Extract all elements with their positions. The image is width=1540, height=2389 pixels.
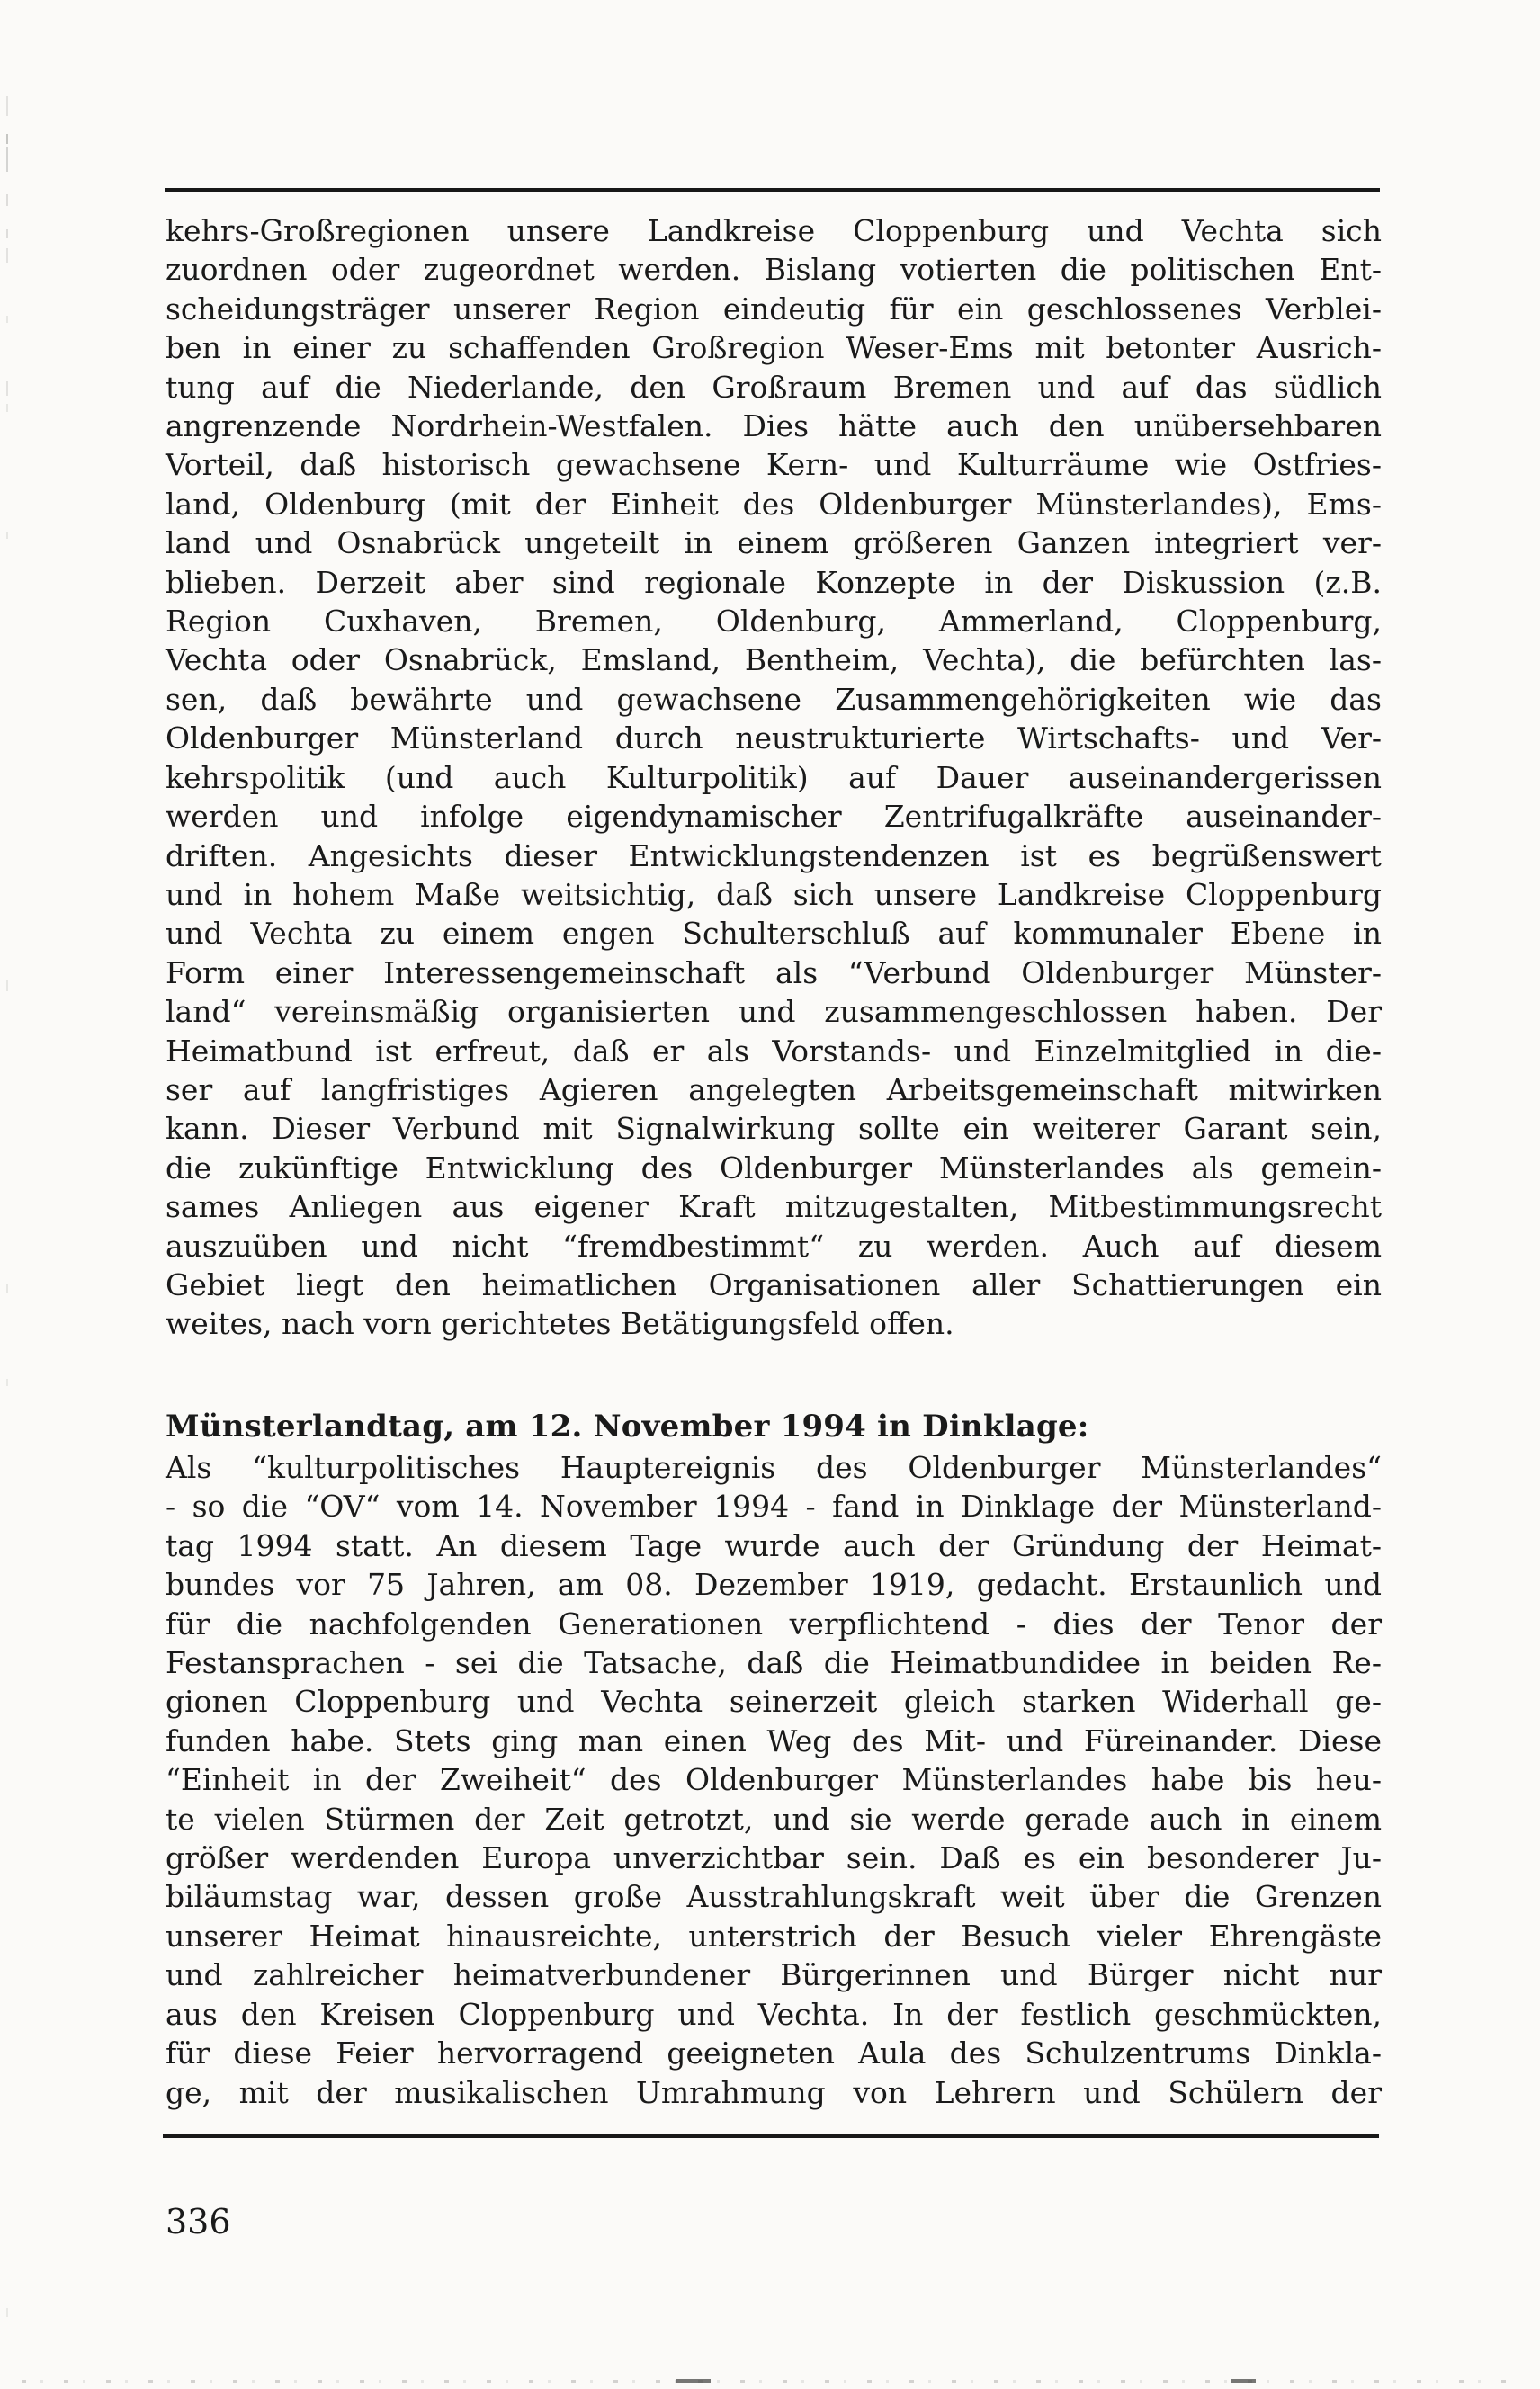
text-line: Form einer Interessengemeinschaft als “Verbund Oldenburger Münster-: [166, 954, 1382, 990]
text-line: kehrspolitik (und auch Kulturpolitik) auf Dauer auseinandergerissen: [166, 759, 1382, 795]
text-line: sen, daß bewährte und gewachsene Zusammengehörigkeiten wie das: [166, 681, 1382, 717]
text-line: und zahlreicher heimatverbundener Bürgerinnen und Bürger nicht nur: [166, 1957, 1382, 1993]
scan-speck: [6, 316, 8, 323]
text-line: biläumstag war, dessen große Ausstrahlungskraft weit über die Grenzen: [166, 1879, 1382, 1915]
text-line: gionen Cloppenburg und Vechta seinerzeit gleich starken Widerhall ge-: [166, 1684, 1382, 1720]
text-line: aus den Kreisen Cloppenburg und Vechta. In der festlich geschmückten,: [166, 1996, 1382, 2032]
text-line: Gebiet liegt den heimatlichen Organisationen aller Schattierungen ein: [166, 1266, 1382, 1302]
text-line: ser auf langfristiges Agieren angelegten Arbeitsgemeinschaft mitwirken: [166, 1071, 1382, 1107]
paragraph-block-2: [166, 1448, 1382, 2112]
scan-bottom-dash: [676, 2379, 711, 2383]
text-line: Oldenburger Münsterland durch neustrukturierte Wirtschafts- und Ver-: [166, 720, 1382, 756]
text-line: Vechta oder Osnabrück, Emsland, Bentheim, Vechta), die befürchten las-: [166, 642, 1382, 678]
text-line: land, Oldenburg (mit der Einheit des Oldenburger Münsterlandes), Ems-: [166, 486, 1382, 522]
text-line: - so die “OV“ vom 14. November 1994 - fand in Dinklage der Münsterland-: [166, 1489, 1382, 1525]
scan-speck: [6, 1379, 8, 1386]
text-line: land und Osnabrück ungeteilt in einem größeren Ganzen integriert ver-: [166, 525, 1382, 561]
text-line: auszuüben und nicht “fremdbestimmt“ zu werden. Auch auf diesem: [166, 1228, 1382, 1264]
scan-speck: [6, 532, 8, 539]
text-line: Heimatbund ist erfreut, daß er als Vorstands- und Einzelmitglied in die-: [166, 1033, 1382, 1069]
text-line: sames Anliegen aus eigener Kraft mitzugestalten, Mitbestimmungsrecht: [166, 1189, 1382, 1225]
text-line: scheidungsträger unserer Region eindeutig für ein geschlossenes Verblei-: [166, 291, 1382, 327]
text-line: werden und infolge eigendynamischer Zentrifugalkräfte auseinander-: [166, 799, 1382, 835]
text-line: zuordnen oder zugeordnet werden. Bislang votierten die politischen Ent-: [166, 252, 1382, 288]
text-line: Region Cuxhaven, Bremen, Oldenburg, Ammerland, Cloppenburg,: [166, 604, 1382, 640]
text-line: driften. Angesichts dieser Entwicklungstendenzen ist es begrüßenswert: [166, 837, 1382, 873]
bottom-rule: [163, 2134, 1379, 2138]
text-line: und Vechta zu einem engen Schulterschluß auf kommunaler Ebene in: [166, 916, 1382, 952]
section-heading: Münsterlandtag, am 12. November 1994 in Dinklage:: [166, 1409, 1089, 1445]
text-line: Festansprachen - sei die Tatsache, daß die Heimatbundidee in beiden Re-: [166, 1645, 1382, 1681]
text-line: unserer Heimat hinausreichte, unterstrich der Besuch vieler Ehrengäste: [166, 1918, 1382, 1954]
scan-speck: [6, 404, 8, 412]
page-number: 336: [166, 2202, 231, 2241]
text-line: “Einheit in der Zweiheit“ des Oldenburger Münsterlandes habe bis heu-: [166, 1762, 1382, 1798]
text-line: tung auf die Niederlande, den Großraum Bremen und auf das südlich: [166, 369, 1382, 405]
text-line: größer werdenden Europa unverzichtbar sein. Daß es ein besonderer Ju-: [166, 1840, 1382, 1876]
text-line: für die nachfolgenden Generationen verpflichtend - dies der Tenor der: [166, 1606, 1382, 1642]
text-line: te vielen Stürmen der Zeit getrotzt, und sie werde gerade auch in einem: [166, 1801, 1382, 1837]
scan-speck: [6, 2308, 8, 2317]
scan-speck: [6, 248, 8, 263]
text-line: bundes vor 75 Jahren, am 08. Dezember 1919, gedacht. Erstaunlich und: [166, 1567, 1382, 1603]
scan-speck: [6, 96, 8, 116]
scan-speck: [6, 134, 8, 144]
text-line: angrenzende Nordrhein-Westfalen. Dies hätte auch den unübersehbaren: [166, 408, 1382, 444]
text-line: weites, nach vorn gerichtetes Betätigungsfeld offen.: [166, 1306, 954, 1342]
scan-bottom-dash: [1231, 2379, 1256, 2383]
scan-speck: [6, 381, 8, 396]
scan-speck: [6, 980, 8, 991]
text-line: tag 1994 statt. An diesem Tage wurde auch der Gründung der Heimat-: [166, 1527, 1382, 1563]
text-line: kehrs-Großregionen unsere Landkreise Cloppenburg und Vechta sich: [166, 213, 1382, 248]
scan-bottom-artifact: [22, 2380, 1518, 2383]
text-line: für diese Feier hervorragend geeigneten Aula des Schulzentrums Dinkla-: [166, 2036, 1382, 2071]
text-line: blieben. Derzeit aber sind regionale Konzepte in der Diskussion (z.B.: [166, 564, 1382, 600]
scan-speck: [6, 147, 8, 172]
scan-speck: [6, 194, 8, 206]
scan-speck: [6, 1284, 8, 1293]
text-line: land“ vereinsmäßig organisierten und zusammengeschlossen haben. Der: [166, 994, 1382, 1030]
text-line: Als “kulturpolitisches Hauptereignis des Oldenburger Münsterlandes“: [166, 1450, 1382, 1485]
text-line: funden habe. Stets ging man einen Weg des Mit- und Füreinander. Diese: [166, 1722, 1382, 1758]
paragraph-block-1: [166, 211, 1382, 1344]
text-line: kann. Dieser Verbund mit Signalwirkung sollte ein weiterer Garant sein,: [166, 1111, 1382, 1147]
text-line: ge, mit der musikalischen Umrahmung von Lehrern und Schülern der: [166, 2074, 1382, 2110]
top-rule: [165, 188, 1380, 192]
text-line: die zukünftige Entwicklung des Oldenburger Münsterlandes als gemein-: [166, 1150, 1382, 1186]
scan-speck: [6, 229, 8, 238]
text-line: Vorteil, daß historisch gewachsene Kern- und Kulturräume wie Ostfries-: [166, 447, 1382, 483]
text-line: und in hohem Maße weitsichtig, daß sich unsere Landkreise Cloppenburg: [166, 876, 1382, 912]
text-line: ben in einer zu schaffenden Großregion Weser-Ems mit betonter Ausrich-: [166, 330, 1382, 366]
